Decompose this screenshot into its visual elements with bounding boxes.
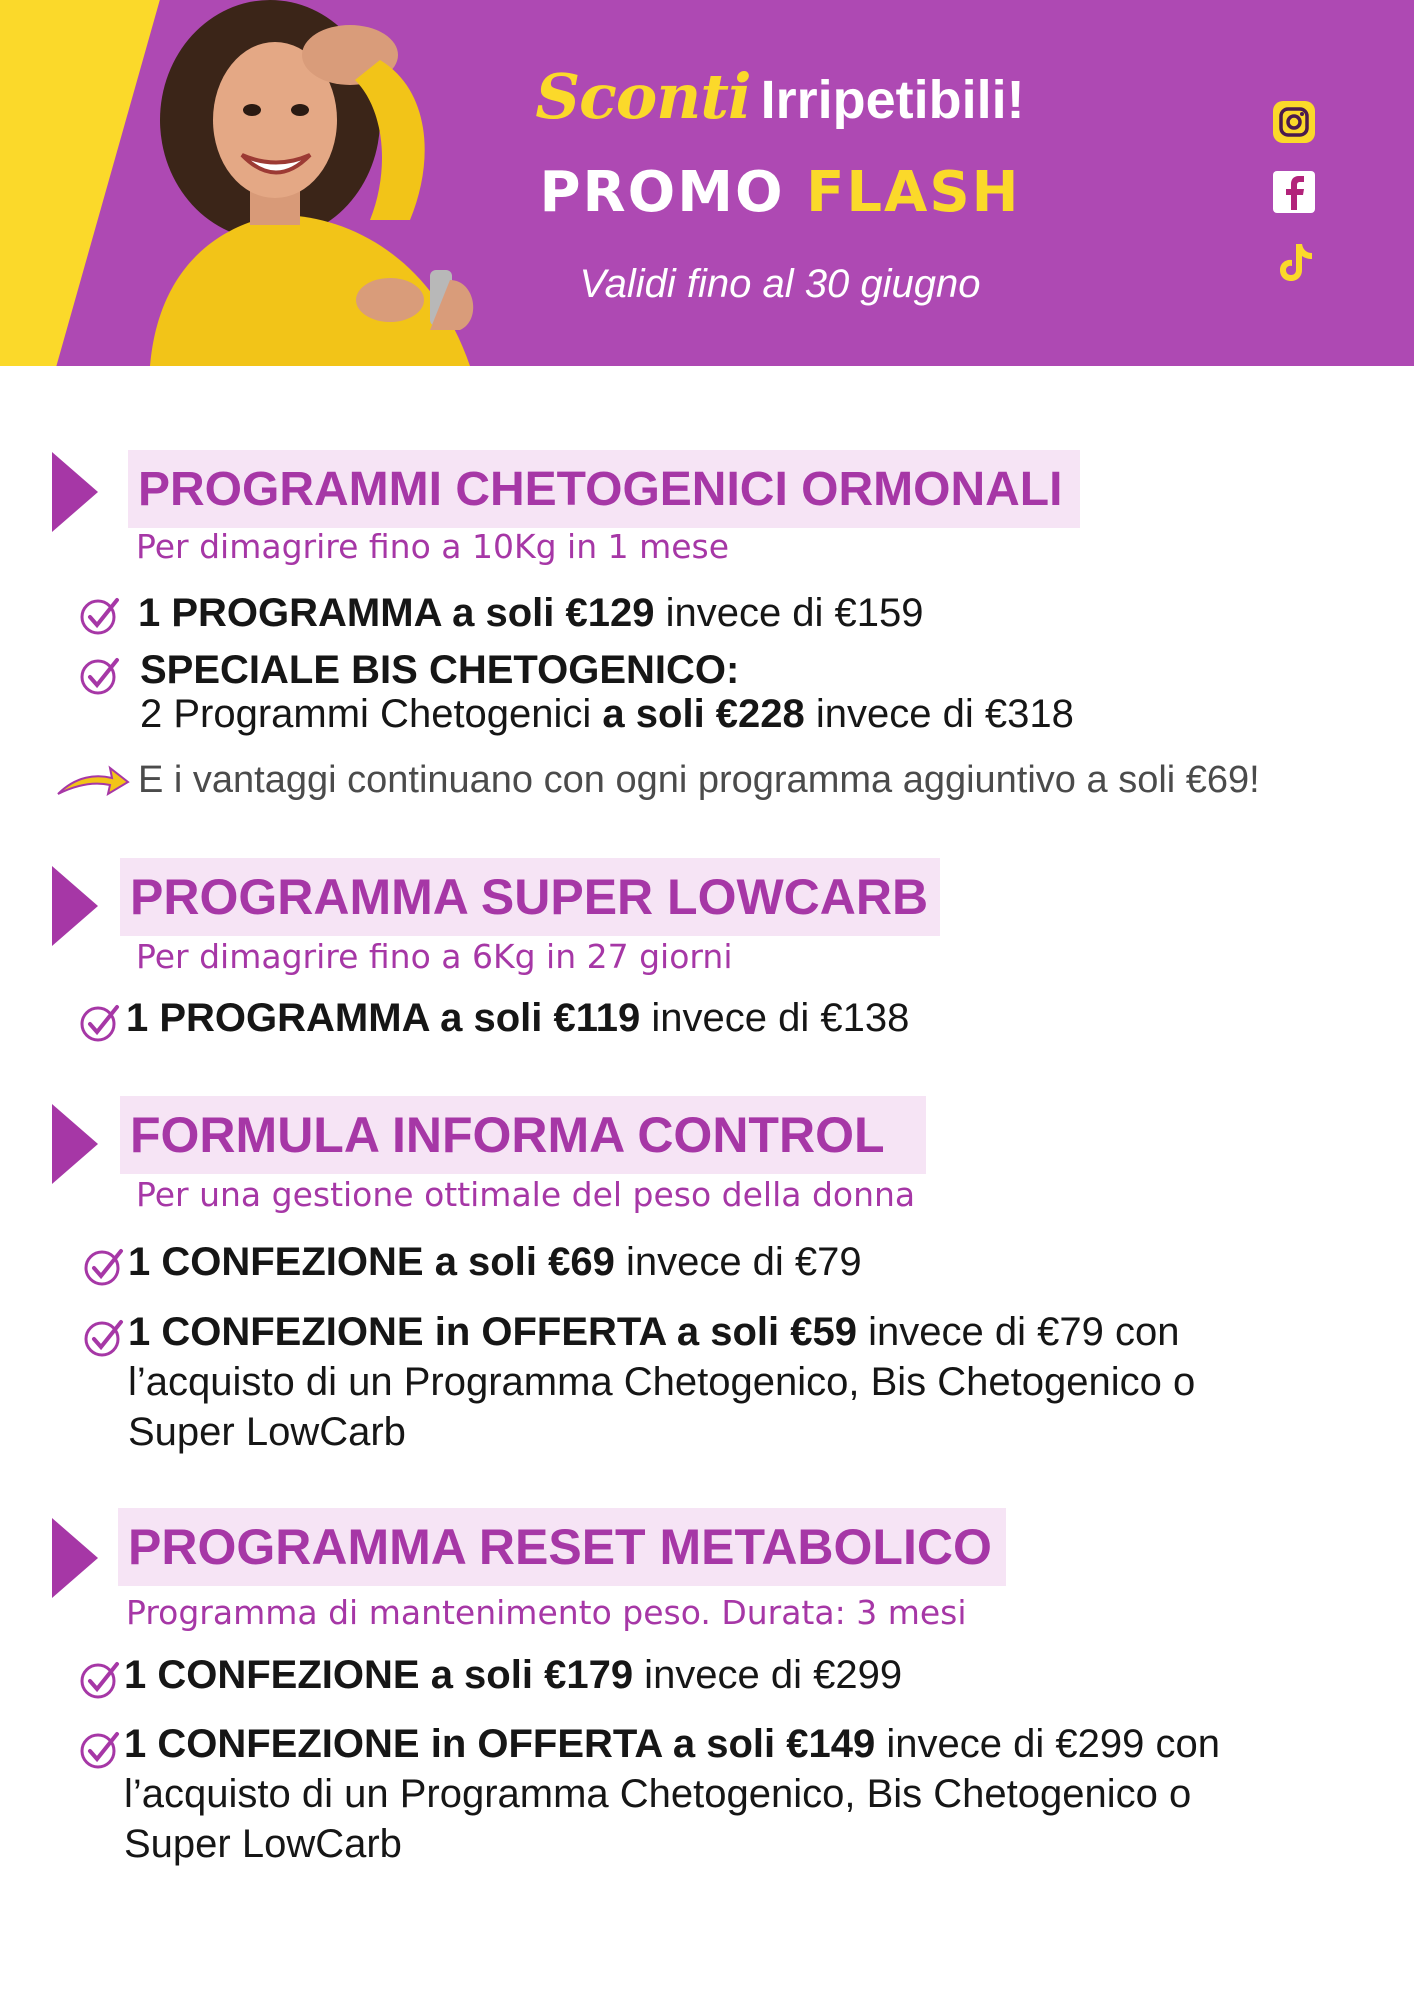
offer-heading [140,648,739,693]
offer-original: invece di €138 [640,996,910,1040]
curved-arrow-icon [56,762,130,802]
offer-line [140,692,1074,737]
bis-heading: SPECIALE BIS CHETOGENICO: [140,648,740,692]
offer-price: a soli €228 [602,692,805,736]
promo-flash-title [470,160,1090,225]
validity-text: Validi fino al 30 giugno [579,262,981,306]
section-subtitle: Programma di mantenimento peso. Durata: 3 mesi [126,1593,967,1632]
section-subtitle: Per dimagrire fino a 6Kg in 27 giorni [136,937,733,976]
offer-line [128,1240,862,1285]
section-title: PROGRAMMI CHETOGENICI ORMONALI [128,450,1080,528]
flash-word: FLASH [806,160,1021,225]
check-icon [84,1318,124,1358]
woman-portrait [130,0,490,366]
offer-pre: 2 Programmi Chetogenici [140,692,603,736]
offer-condition: Super LowCarb [128,1410,406,1454]
offer-line [128,1310,1179,1355]
check-icon [80,1660,120,1700]
headline-bold-word: Irripetibili! [760,70,1025,130]
section-title: FORMULA INFORMA CONTROL [120,1096,926,1174]
offer-line [124,1653,902,1698]
offer-original: invece di €79 [614,1240,862,1284]
promo-word: PROMO [539,160,785,225]
section-title: PROGRAMMA RESET METABOLICO [118,1508,1006,1586]
bonus-note: E i vantaggi continuano con ogni programma aggiuntivo a soli €69! [138,759,1260,801]
offer-price: 1 CONFEZIONE in OFFERTA a soli €149 [124,1722,876,1766]
check-icon [80,1730,120,1770]
offer-price: 1 PROGRAMMA a soli €129 [138,591,655,635]
check-icon [80,596,120,636]
section-arrow-icon [52,1518,98,1598]
tiktok-icon[interactable] [1272,240,1316,284]
offer-original: invece di €79 con [857,1310,1180,1354]
offer-original: invece di €299 [633,1653,903,1697]
headline-script-word: Sconti [535,60,751,133]
section-title: PROGRAMMA SUPER LOWCARB [120,858,940,936]
offer-condition: Super LowCarb [124,1822,402,1866]
section-subtitle: Per dimagrire fino a 10Kg in 1 mese [136,527,730,566]
check-icon [84,1247,124,1287]
section-subtitle: Per una gestione ottimale del peso della donna [136,1175,916,1214]
promo-header [0,0,1414,366]
offer-line [126,996,909,1041]
check-icon [80,1003,120,1043]
offer-line [138,591,924,636]
offer-original: invece di €159 [654,591,924,635]
instagram-icon[interactable] [1272,100,1316,144]
offer-line [124,1722,1220,1767]
offer-condition: l’acquisto di un Programma Chetogenico, Bis Chetogenico o [124,1772,1192,1816]
offer-price: 1 CONFEZIONE a soli €69 [128,1240,615,1284]
headline [470,60,1090,133]
offer-price: 1 PROGRAMMA a soli €119 [126,996,641,1040]
offer-original: invece di €318 [804,692,1074,736]
check-icon [80,656,120,696]
social-links [1272,100,1320,310]
offer-original: invece di €299 con [875,1722,1220,1766]
offer-condition: l’acquisto di un Programma Chetogenico, Bis Chetogenico o [128,1360,1196,1404]
facebook-icon[interactable] [1272,170,1316,214]
offer-price: 1 CONFEZIONE a soli €179 [124,1653,634,1697]
section-arrow-icon [52,452,98,532]
section-arrow-icon [52,866,98,946]
offer-price: 1 CONFEZIONE in OFFERTA a soli €59 [128,1310,858,1354]
section-arrow-icon [52,1104,98,1184]
